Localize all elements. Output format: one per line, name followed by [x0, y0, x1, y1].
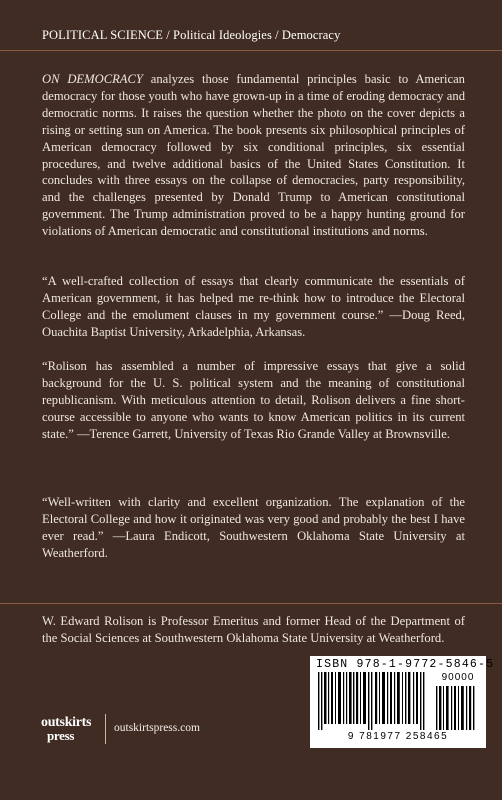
barcode-ean: 9 781977 258465	[347, 731, 449, 742]
book-description-text: analyzes those fundamental principles basic to American democracy for those youth who have grown-up in a time of eroding democracy and democratic norms. It raises the question whether the photo on the cover depicts a rising or setting sun on America. The book presents six philosophical principles of American democracy followed by six conditional principles, six essential procedures, and twelve additional basics of the United States Constitution. It concludes with three essays on the collapse of democracies, party responsibility, and the challenges presented by Donald Trump to American constitutional government. The Trump administration proved to be a happy hunting ground for violations of American democratic and constitutional institutions and norms.	[42, 72, 465, 239]
top-divider	[0, 50, 502, 51]
author-bio: W. Edward Rolison is Professor Emeritus and former Head of the Department of the Social Sciences at Southwestern Oklahoma State University at Weatherford.	[42, 614, 465, 645]
publisher-logo	[41, 716, 99, 742]
category-path: POLITICAL SCIENCE / Political Ideologies / Democracy	[42, 28, 341, 42]
review-1: “A well-crafted collection of essays that clearly communicate the essentials of American government, it has helped me re-think how to introduce the Electoral College and the emolument clauses in my government course.” —Doug Reed, Ouachita Baptist University, Arkadelphia, Arkansas.	[42, 274, 465, 339]
publisher-logo-line1: outskirts	[41, 715, 92, 730]
publisher-logo-line2: press	[47, 728, 75, 743]
book-description	[42, 71, 465, 240]
publisher-divider	[105, 714, 106, 744]
book-title: ON DEMOCRACY	[42, 72, 143, 86]
publisher-url: outskirtspress.com	[114, 722, 200, 734]
isbn-barcode	[310, 656, 495, 748]
review-2: “Rolison has assembled a number of impressive essays that give a solid background for the U. S. political system and the meaning of constitutional republicanism. With meticulous attention to detail, Rolison delivers a fine short-course accessible to anyone who wants to know American politics in its current state.” —Terence Garrett, University of Texas Rio Grande Valley at Brownsville.	[42, 359, 465, 441]
author-divider	[0, 603, 502, 604]
barcode-addon: 90000	[441, 672, 475, 683]
isbn-number: ISBN 978-1-9772-5846-5	[316, 658, 495, 671]
review-3: “Well-written with clarity and excellent organization. The explanation of the Electoral College and how it originated was very good and probably the best I have ever read.” —Laura Endicott, Southwestern Oklahoma State University at Weatherford.	[42, 495, 465, 560]
